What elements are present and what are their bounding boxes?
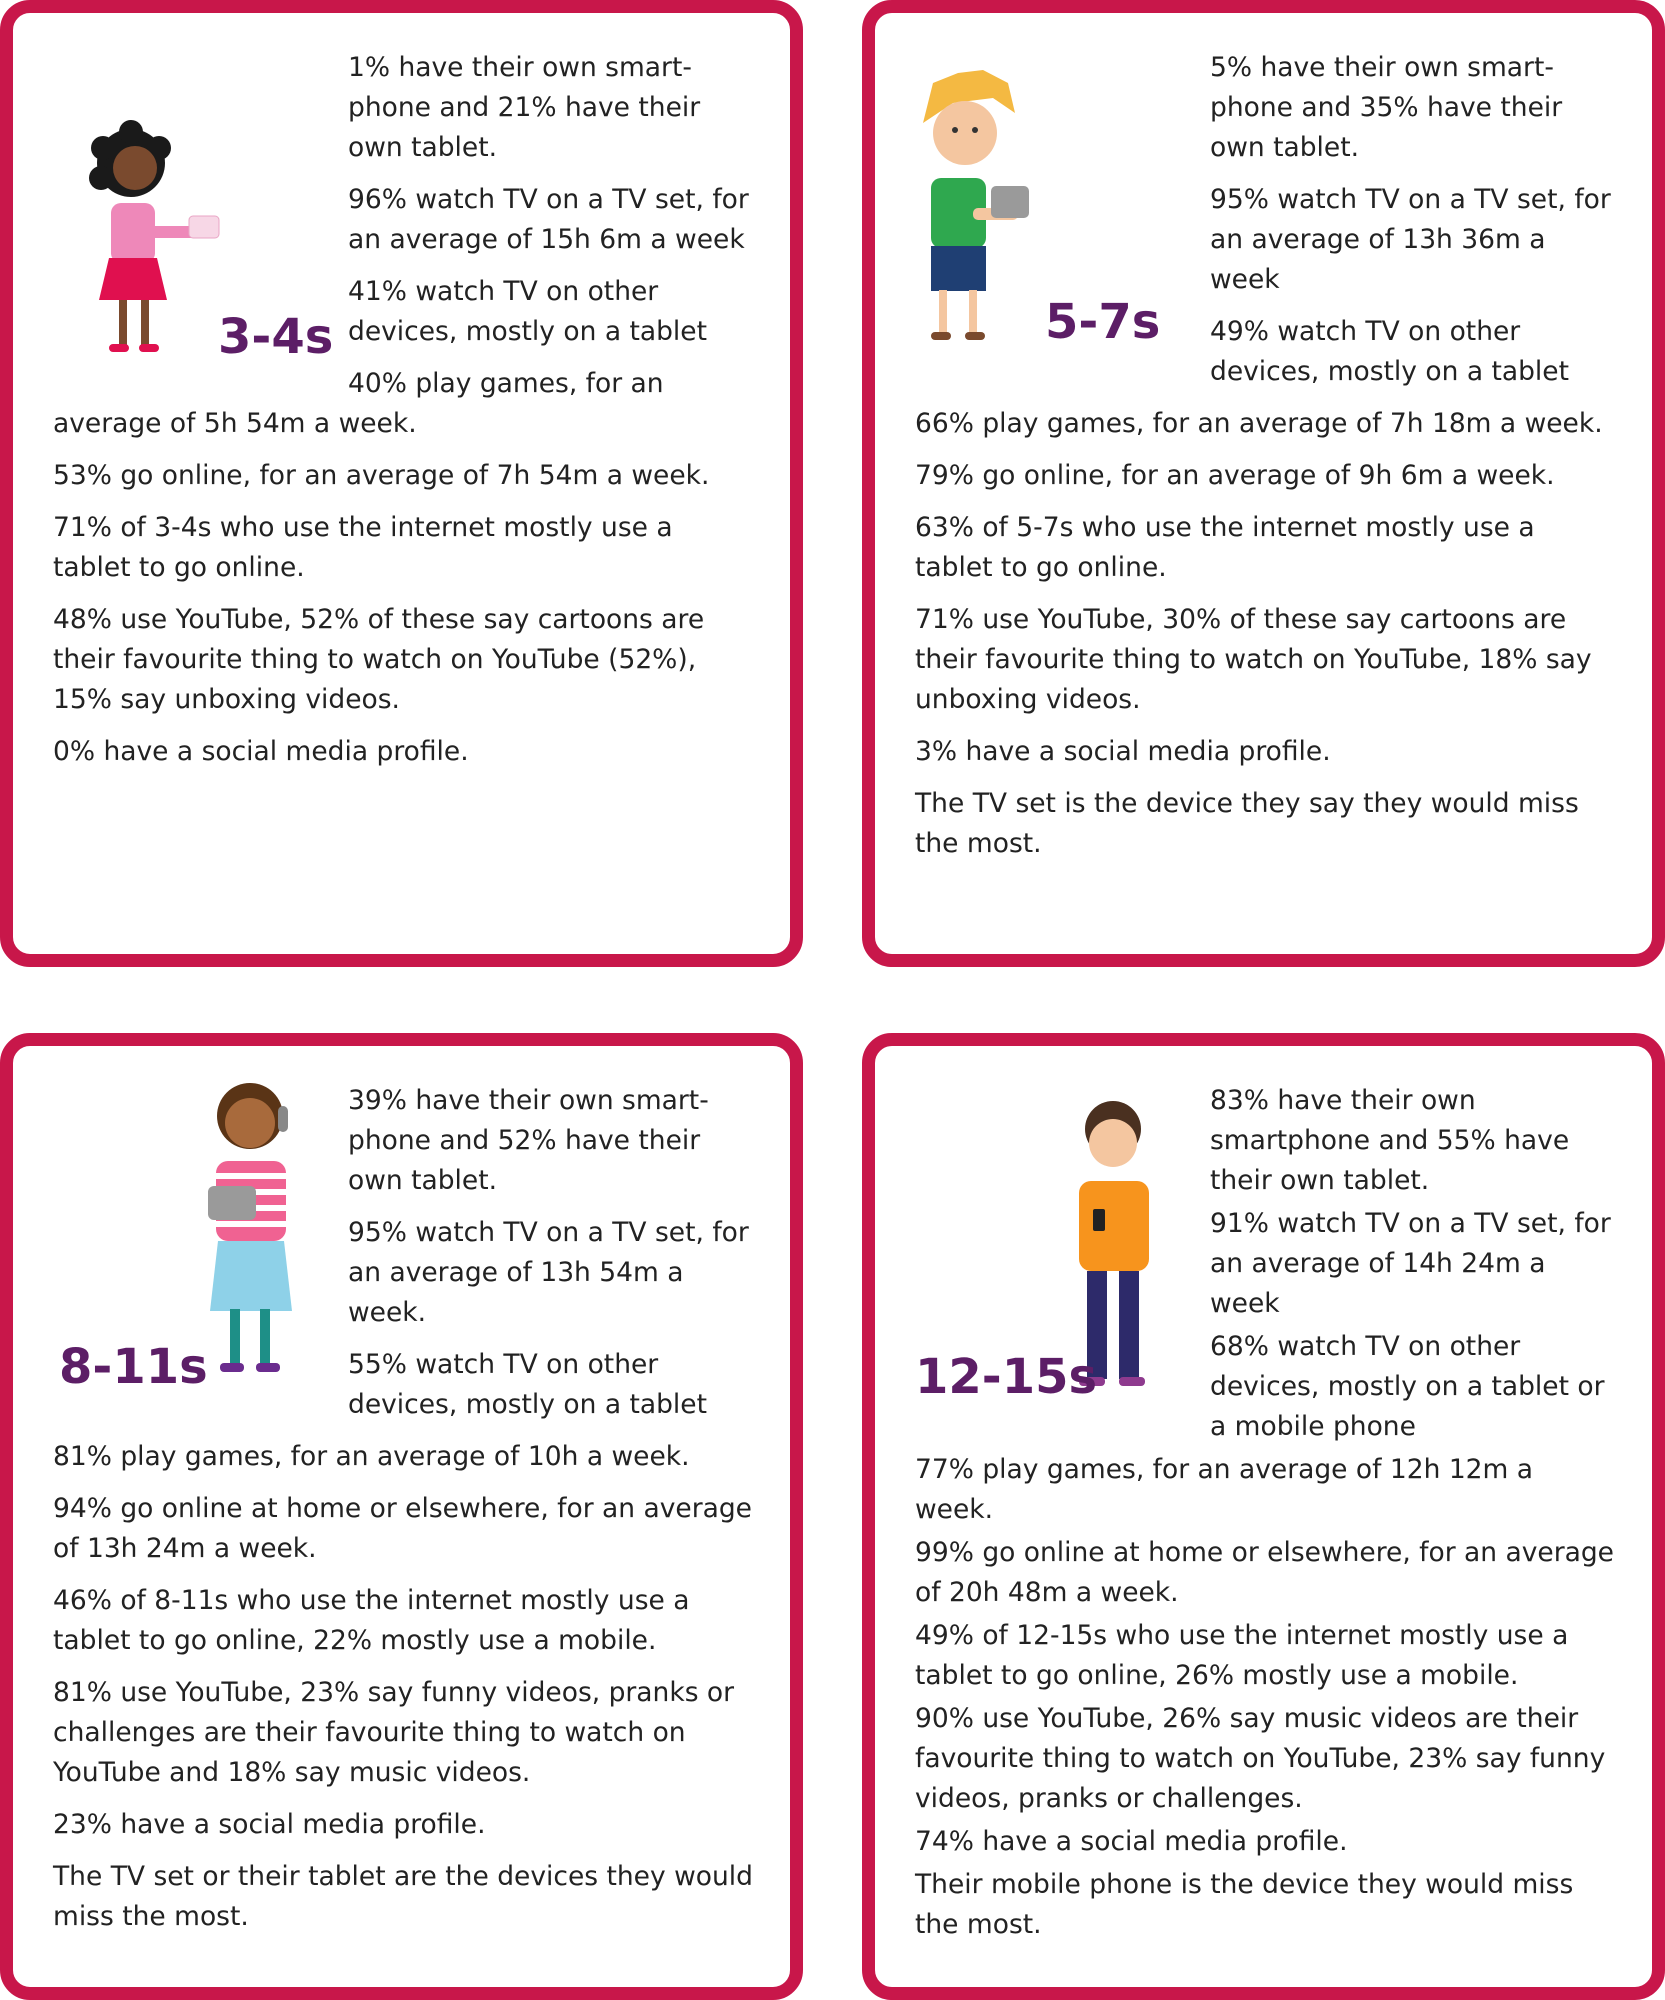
fact-item: 66% play games, for an average of 7h 18m a week.: [915, 408, 1603, 439]
illustration-8-11: [53, 1081, 348, 1416]
fact-item: 91% watch TV on a TV set, for an average of 14h 24m a week: [1210, 1208, 1611, 1319]
fact-item: 81% use YouTube, 23% say funny videos, pranks or challenges are their favourite thing to watch on YouTube and 18% say music videos.: [53, 1677, 735, 1788]
age-label: 12-15s: [915, 1349, 1098, 1405]
age-card-12-15: [862, 1033, 1665, 2000]
fact-item: 68% watch TV on other devices, mostly on a tablet or a mobile phone: [1210, 1331, 1605, 1442]
fact-item: 95% watch TV on a TV set, for an average of 13h 36m a week: [1210, 184, 1611, 295]
fact-item: 96% watch TV on a TV set, for an average of 15h 6m a week: [348, 184, 749, 255]
illustration-12-15: [915, 1081, 1210, 1426]
fact-item: 71% of 3-4s who use the internet mostly use a tablet to go online.: [53, 512, 673, 583]
fact-item: The TV set or their tablet are the devices they would miss the most.: [53, 1861, 753, 1932]
fact-item: 83% have their own smartphone and 55% have their own tablet.: [1210, 1085, 1570, 1196]
fact-item: 74% have a social media profile.: [915, 1826, 1348, 1857]
fact-item: 46% of 8-11s who use the internet mostly use a tablet to go online, 22% mostly use a mobile.: [53, 1585, 690, 1656]
fact-item: 63% of 5-7s who use the internet mostly use a tablet to go online.: [915, 512, 1535, 583]
fact-item: 99% go online at home or elsewhere, for an average of 20h 48m a week.: [915, 1537, 1614, 1608]
fact-item: 77% play games, for an average of 12h 12m a week.: [915, 1454, 1534, 1525]
fact-item: Their mobile phone is the device they would miss the most.: [915, 1869, 1574, 1940]
fact-item: 41% watch TV on other devices, mostly on a tablet: [348, 276, 707, 347]
fact-item: 40% play games, for an average of 5h 54m a week.: [53, 368, 664, 439]
age-card-3-4: [0, 0, 803, 967]
fact-item: 53% go online, for an average of 7h 54m a week.: [53, 460, 710, 491]
fact-item: 48% use YouTube, 52% of these say cartoons are their favourite thing to watch on YouTube (52%), 15% say unboxing videos.: [53, 604, 705, 715]
age-label: 8-11s: [59, 1339, 208, 1395]
fact-item: 90% use YouTube, 26% say music videos are their favourite thing to watch on YouTube, 23% say funny videos, pranks or challenges.: [915, 1703, 1606, 1814]
fact-item: 39% have their own smart-phone and 52% have their own tablet.: [348, 1085, 709, 1196]
age-card-8-11: [0, 1033, 803, 2000]
age-card-5-7: [862, 0, 1665, 967]
fact-item: 23% have a social media profile.: [53, 1809, 486, 1840]
fact-item: 1% have their own smart-phone and 21% have their own tablet.: [348, 52, 701, 163]
fact-item: 71% use YouTube, 30% of these say cartoons are their favourite thing to watch on YouTube, 18% say unboxing videos.: [915, 604, 1592, 715]
fact-item: 94% go online at home or elsewhere, for an average of 13h 24m a week.: [53, 1493, 752, 1564]
illustration-5-7: [915, 48, 1210, 363]
fact-item: 55% watch TV on other devices, mostly on a tablet: [348, 1349, 707, 1420]
age-label: 5-7s: [1045, 294, 1161, 350]
illustration-3-4: [53, 48, 348, 378]
fact-item: 95% watch TV on a TV set, for an average of 13h 54m a week.: [348, 1217, 749, 1328]
fact-item: 0% have a social media profile.: [53, 736, 469, 767]
fact-item: 5% have their own smart-phone and 35% have their own tablet.: [1210, 52, 1563, 163]
fact-item: 49% watch TV on other devices, mostly on a tablet: [1210, 316, 1569, 387]
fact-item: 3% have a social media profile.: [915, 736, 1331, 767]
fact-item: 79% go online, for an average of 9h 6m a week.: [915, 460, 1555, 491]
fact-item: 49% of 12-15s who use the internet mostly use a tablet to go online, 26% mostly use a mobile.: [915, 1620, 1569, 1691]
fact-item: 81% play games, for an average of 10h a week.: [53, 1441, 690, 1472]
girl-with-tablet-icon: [71, 118, 231, 368]
age-label: 3-4s: [218, 309, 334, 365]
fact-item: The TV set is the device they say they would miss the most.: [915, 788, 1579, 859]
boy-with-tablet-icon: [913, 68, 1043, 348]
